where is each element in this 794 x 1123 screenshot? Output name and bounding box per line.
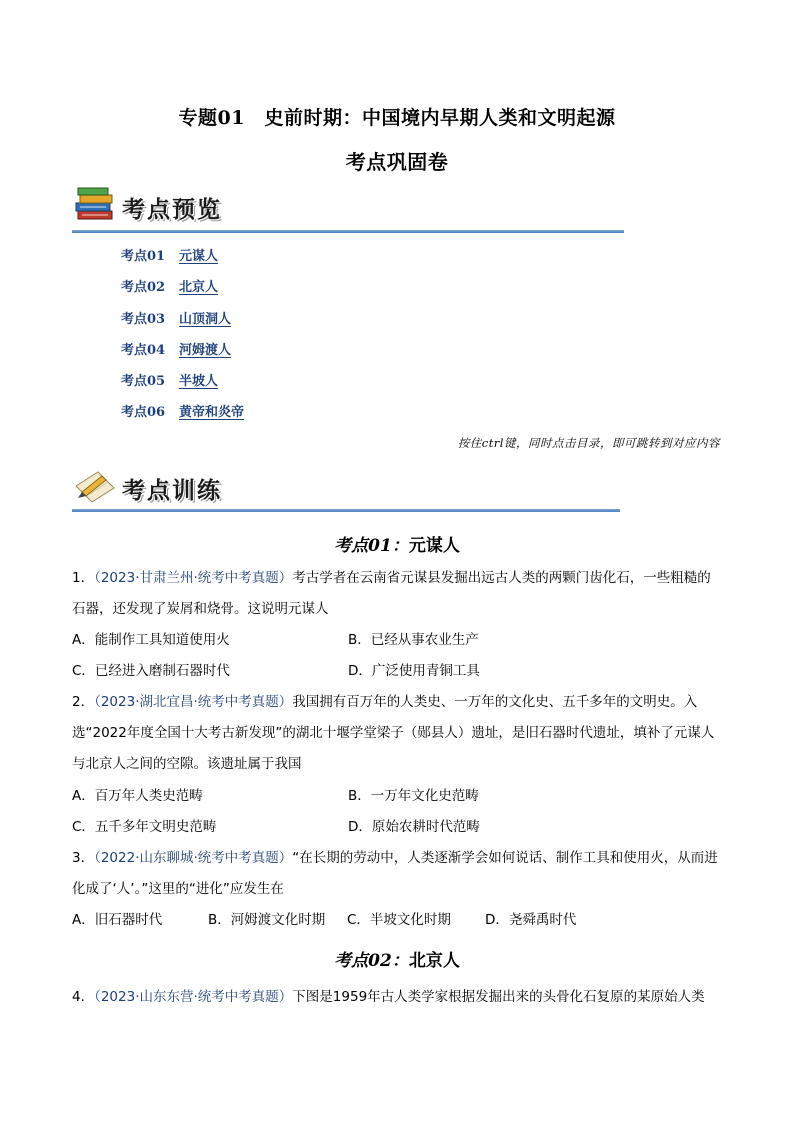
- option-d[interactable]: D．广泛使用青铜工具: [348, 663, 480, 679]
- toc-link-04[interactable]: 考点04 河姆渡人: [121, 342, 232, 358]
- preview-banner: [72, 187, 628, 227]
- option-b[interactable]: B．一万年文化史范畴: [348, 788, 479, 804]
- document-subtitle: 考点巩固卷: [345, 150, 449, 174]
- option-a[interactable]: A．百万年人类史范畴: [72, 788, 203, 804]
- question-2: 2．（2023·湖北宜昌·统考中考真题）我国拥有百万年的人类史、一万年的文化史、五千多年的文明史。入选“2022年度全国十大考古新发现”的湖北十堰学堂梁子（郧县人）遗址，是旧石器时代遗址，填补了元谋人与北京人之间的空隙。该遗址属于我国: [72, 694, 715, 772]
- option-c[interactable]: C．五千多年文明史范畴: [72, 819, 217, 835]
- document-title: 专题01 史前时期：中国境内早期人类和文明起源: [178, 107, 616, 129]
- toc-link-06[interactable]: 考点06 黄帝和炎帝: [121, 405, 245, 421]
- preview-banner-title: 考点预览: [122, 197, 222, 223]
- toc-list: [121, 247, 244, 435]
- training-divider: [72, 509, 620, 512]
- toc-link-03[interactable]: 考点03 山顶洞人: [121, 311, 232, 327]
- option-d[interactable]: D．原始农耕时代范畴: [348, 819, 480, 835]
- option-b[interactable]: B．已经从事农业生产: [348, 632, 479, 648]
- option-d[interactable]: D．尧舜禹时代: [485, 912, 577, 928]
- option-a[interactable]: A．旧石器时代: [72, 912, 163, 928]
- section-heading-02: 考点02：北京人: [334, 951, 460, 971]
- toc-link-02[interactable]: 考点02 北京人: [121, 280, 219, 296]
- toc-link-05[interactable]: 考点05 半坡人: [121, 374, 219, 390]
- question-1-options: [72, 625, 724, 687]
- option-b[interactable]: B．河姆渡文化时期: [208, 912, 326, 928]
- question-3: 3．（2022·山东聊城·统考中考真题）“在长期的劳动中，人类逐渐学会如何说话、制作工具和使用火，从而进化成了‘人’。”这里的“进化”应发生在: [72, 850, 718, 897]
- option-c[interactable]: C．半坡文化时期: [347, 912, 451, 928]
- question-3-options: [72, 905, 724, 936]
- option-c[interactable]: C．已经进入磨制石器时代: [72, 663, 230, 679]
- training-banner-title: 考点训练: [122, 478, 222, 504]
- section-heading-01: 考点01：元谋人: [334, 536, 460, 556]
- question-4: 4．（2023·山东东营·统考中考真题）下图是1959年古人类学家根据发掘出来的头骨化石复原的某原始人类: [72, 989, 705, 1005]
- toc-hint: 按住ctrl键，同时点击目录，即可跳转到对应内容: [457, 436, 720, 450]
- question-2-options: [72, 781, 724, 843]
- books-stack-icon: [72, 187, 118, 227]
- toc-link-01[interactable]: 考点01 元谋人: [121, 249, 219, 264]
- training-banner: [72, 468, 628, 508]
- preview-divider: [72, 230, 624, 233]
- option-a[interactable]: A．能制作工具知道使用火: [72, 632, 230, 648]
- pencil-paper-icon: [72, 468, 118, 508]
- question-1: 1．（2023·甘肃兰州·统考中考真题）考古学者在云南省元谋县发掘出远古人类的两颗门齿化石，一些粗糙的石器，还发现了炭屑和烧骨。这说明元谋人: [72, 570, 711, 617]
